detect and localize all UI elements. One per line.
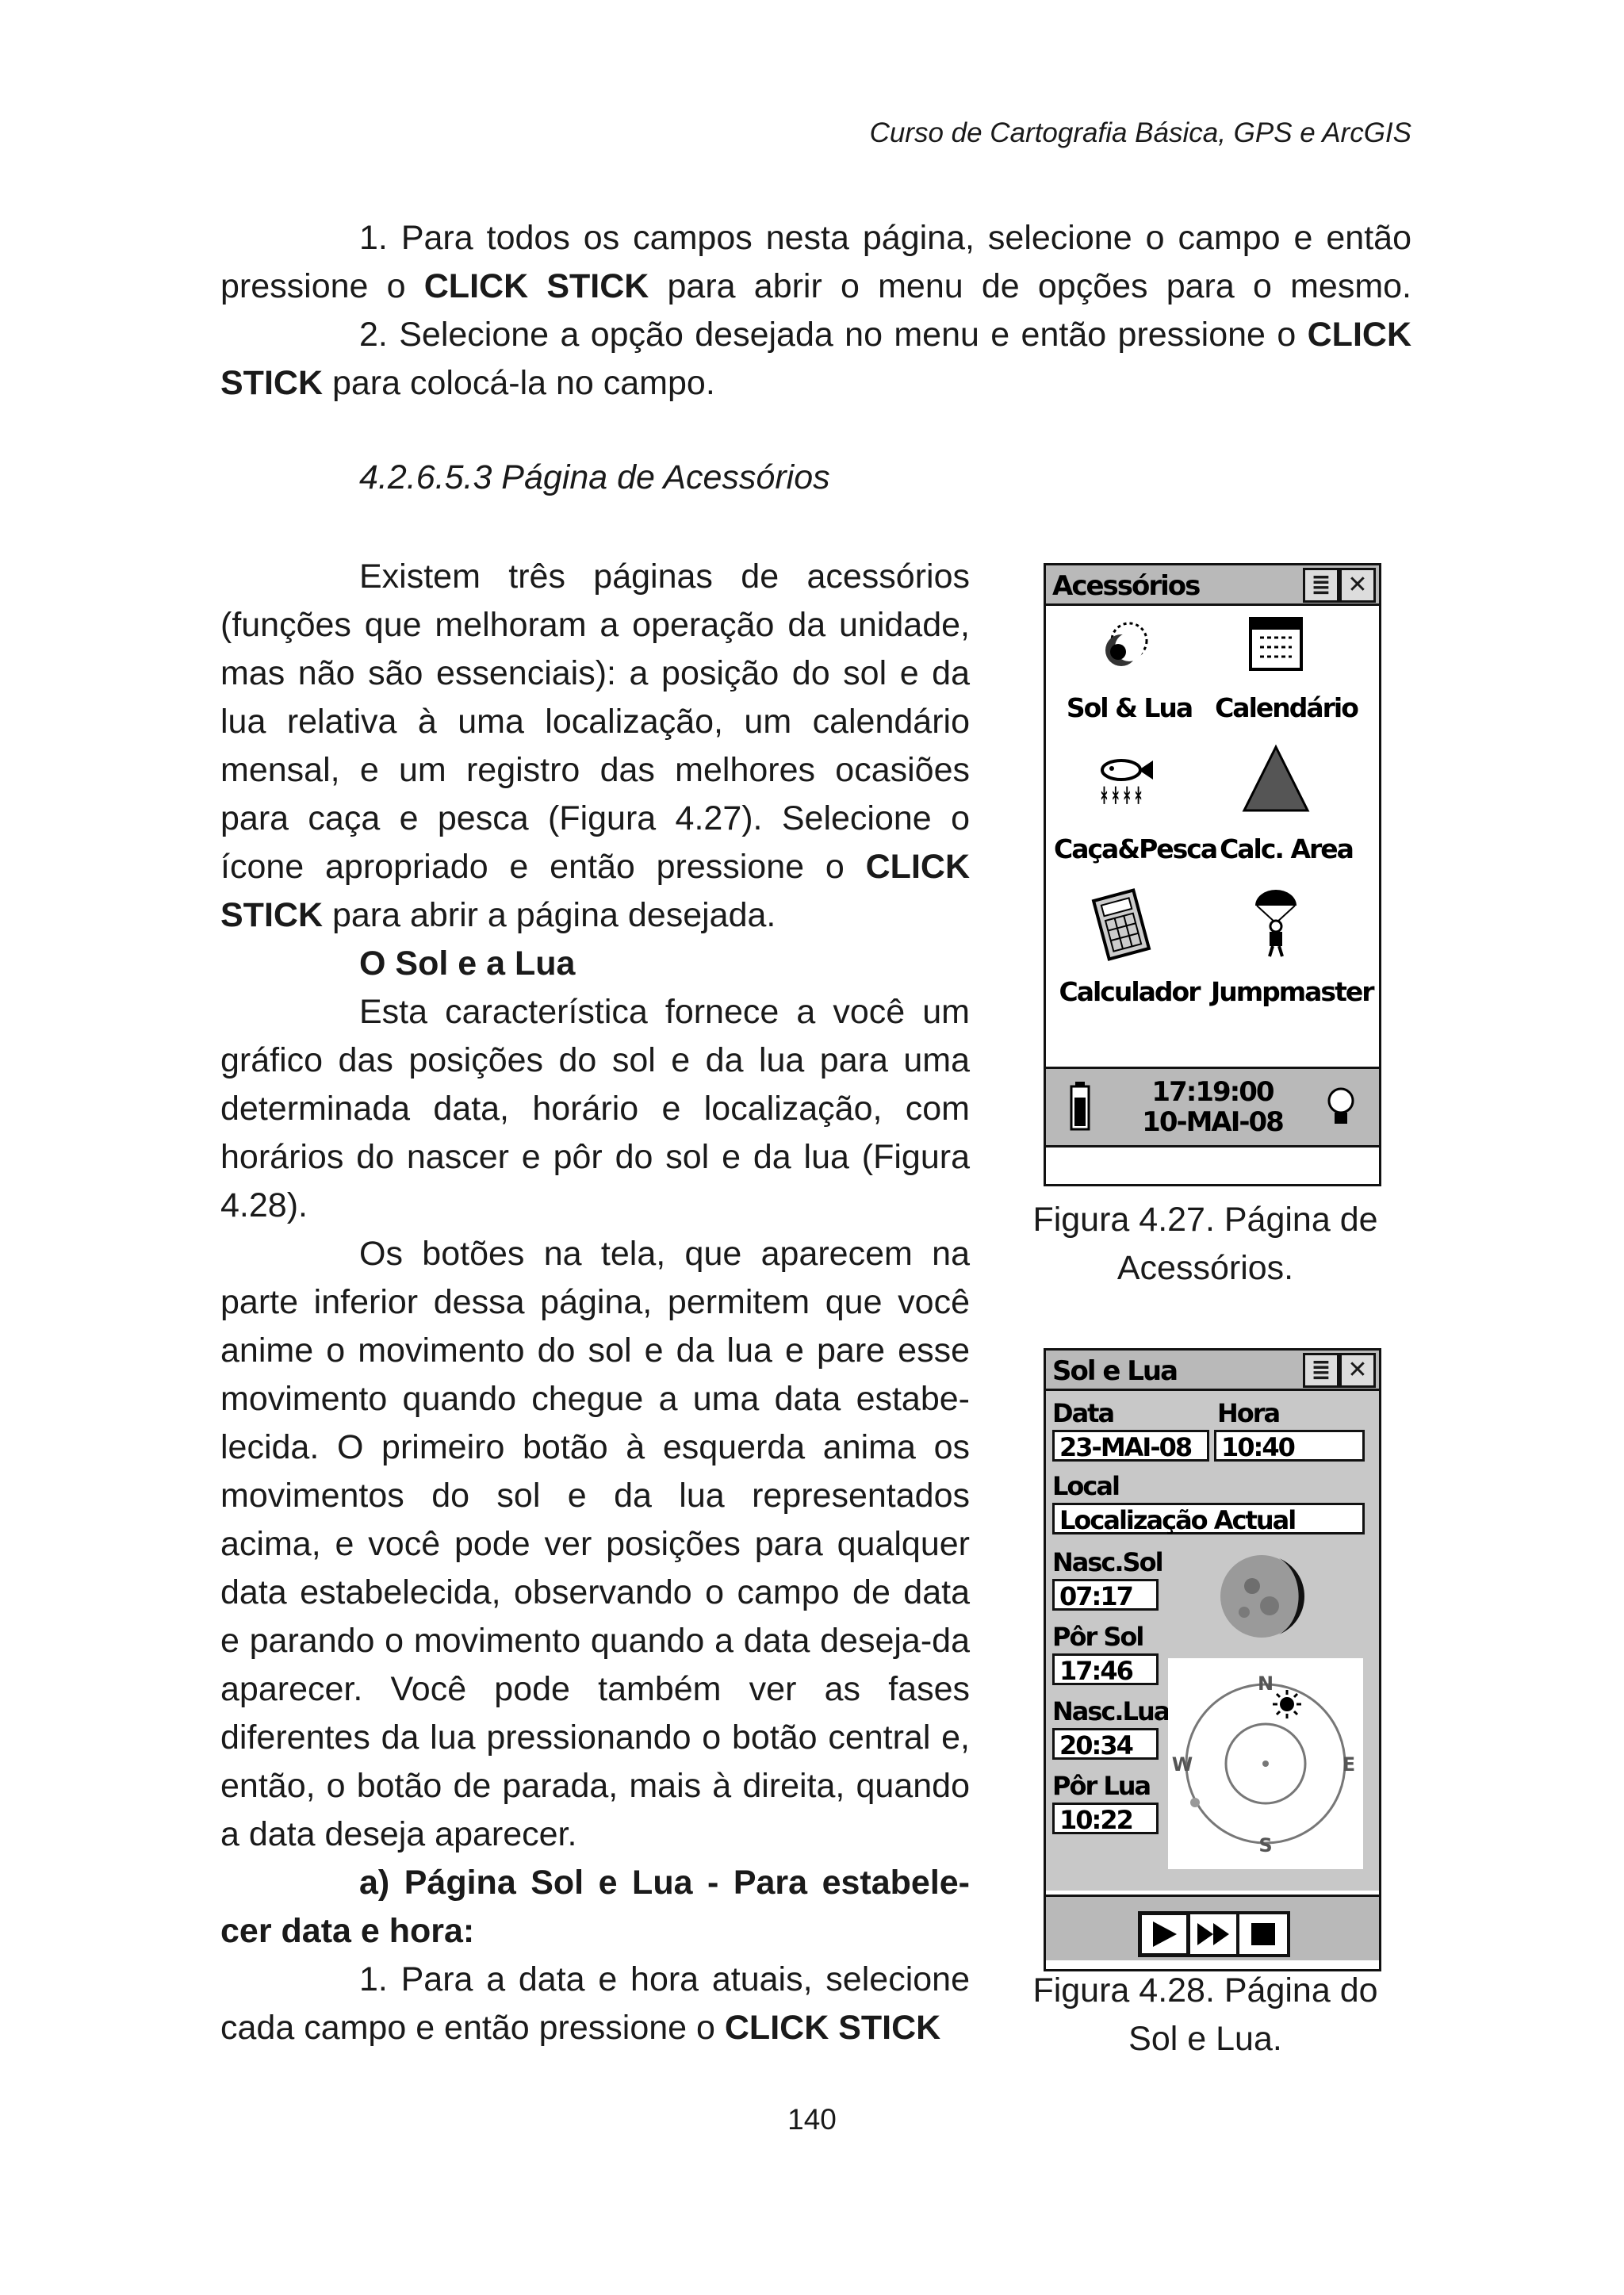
- paragraph-sol-lua: Esta característica fornece a você um gráfico das posições do sol e da lua para uma determinada data, horário e localização, com horários do nascer e pôr do sol e da lua (Figura 4.28).: [220, 993, 970, 1224]
- moon-position-icon: [1190, 1798, 1200, 1807]
- accessories-titlebar: [1046, 565, 1379, 606]
- calendar-icon: [1251, 619, 1301, 669]
- accessories-screen: [1044, 563, 1381, 1186]
- close-icon[interactable]: ✕: [1339, 568, 1376, 603]
- moonrise-label: Nasc.Lua: [1052, 1696, 1170, 1726]
- paragraph-step-1: 1. Para a data e hora atuais, selecione cada campo e então pressione o CLICK STICK: [220, 1960, 970, 2047]
- sunset-value: 17:46: [1052, 1653, 1159, 1685]
- compass-e: E: [1342, 1753, 1356, 1776]
- sun-icon: [1273, 1690, 1301, 1718]
- moonset-value: 10:22: [1052, 1803, 1159, 1834]
- sky-view-compass: [1168, 1658, 1363, 1869]
- animation-controls: [1046, 1895, 1379, 1960]
- icon-label-caca-pesca[interactable]: Caça&Pesca: [1054, 833, 1217, 864]
- location-field[interactable]: Localização Actual: [1052, 1503, 1365, 1534]
- sunrise-label: Nasc.Sol: [1052, 1547, 1162, 1577]
- icon-label-calendario[interactable]: Calendário: [1215, 692, 1358, 723]
- fast-forward-button[interactable]: [1189, 1914, 1237, 1955]
- intro-item-2: 2. Selecione a opção desejada no menu e então pressione o CLICK STICK para colocá-la no campo.: [220, 316, 1411, 402]
- status-clock: [1125, 1077, 1300, 1137]
- running-header: Curso de Cartografia Básica, GPS e ArcGIS: [869, 117, 1411, 148]
- screen-title: Acessórios: [1052, 570, 1200, 602]
- menu-icon[interactable]: ≣: [1303, 568, 1339, 603]
- triangle-icon: [1244, 747, 1308, 810]
- time-field[interactable]: 10:40: [1214, 1430, 1365, 1462]
- sunset-label: Pôr Sol: [1052, 1622, 1143, 1652]
- paragraph-buttons: Os botões na tela, que aparecem na parte inferior dessa página, permitem que você anime o movimento do sol e da lua e pare esse movimento quando chegue a uma data estabe-lecida. O primeiro botão à esquerda anima os movimentos do sol e da lua representados acima, e você pode ver posições para qualquer data estabelecida, observando o campo de data e parando o movimento quando a data deseja-da aparecer. Você pode também ver as fases diferentes da lua pressionando o botão central e, então, o botão de parada, mais à direita, quando a data deseja aparecer.: [220, 1235, 970, 1853]
- sun-moon-icon: [1105, 623, 1147, 666]
- local-label: Local: [1052, 1471, 1119, 1501]
- close-icon[interactable]: ✕: [1339, 1353, 1376, 1388]
- compass-n: N: [1257, 1672, 1274, 1695]
- sun-moon-screen: [1044, 1348, 1381, 1971]
- compass-w: W: [1171, 1753, 1193, 1776]
- page-number: 140: [787, 2103, 837, 2136]
- sun-moon-titlebar: [1046, 1351, 1379, 1391]
- paragraph-accessories: Existem três páginas de acessórios (funções que melhoram a operação da unidade, mas não são essenciais): a posição do sol e da lua relativa à uma localização, um calendário mensal, e um registro das melhores ocasiões para caça e pesca (Figura 4.27). Selecione o ícone apropriado e então pressione o CLICK STICK para abrir a página desejada.: [220, 557, 970, 934]
- subheading-sol-lua: O Sol e a Lua: [359, 944, 576, 983]
- status-bar: [1046, 1067, 1379, 1148]
- moonrise-value: 20:34: [1052, 1728, 1159, 1760]
- moonset-label: Pôr Lua: [1052, 1771, 1151, 1801]
- status-time: 17:19:00: [1151, 1076, 1274, 1108]
- icon-label-sol-lua[interactable]: Sol & Lua: [1066, 692, 1193, 723]
- sunrise-value: 07:17: [1052, 1579, 1159, 1611]
- calculator-icon: [1094, 891, 1149, 960]
- backlight-bulb-icon[interactable]: [1325, 1086, 1357, 1129]
- icon-label-jumpmaster[interactable]: Jumpmaster: [1211, 976, 1373, 1007]
- icon-label-calculador[interactable]: Calculador: [1059, 976, 1200, 1007]
- figure-caption-4-27: Figura 4.27. Página de Acessórios.: [1032, 1201, 1378, 1287]
- stop-button[interactable]: [1239, 1914, 1288, 1955]
- svg-text:ᚼᚼᚼᚼ: ᚼᚼᚼᚼ: [1098, 784, 1144, 807]
- subheading-set-date: a) Página Sol e Lua - Para estabele-cer data e hora:: [220, 1864, 970, 1950]
- status-date: 10-MAI-08: [1142, 1106, 1283, 1138]
- data-label: Data: [1052, 1398, 1114, 1428]
- screen-title: Sol e Lua: [1052, 1355, 1178, 1387]
- intro-item-1: 1. Para todos os campos nesta página, selecione o campo e então pressione o CLICK STICK para abrir o menu de opções para o mesmo.: [220, 219, 1411, 305]
- menu-icon[interactable]: ≣: [1303, 1353, 1339, 1388]
- figure-caption-4-28: Figura 4.28. Página do Sol e Lua.: [1032, 1971, 1378, 2058]
- play-button[interactable]: [1140, 1914, 1188, 1955]
- compass-s: S: [1258, 1834, 1273, 1856]
- parachute-icon: [1255, 890, 1297, 956]
- control-buttons: [1138, 1911, 1290, 1957]
- fish-icon: [1098, 761, 1153, 807]
- section-heading: 4.2.6.5.3 Página de Acessórios: [359, 458, 830, 496]
- date-field[interactable]: 23-MAI-08: [1052, 1430, 1209, 1462]
- icon-label-calc-area[interactable]: Calc. Area: [1220, 833, 1353, 864]
- battery-icon: [1070, 1082, 1090, 1131]
- hora-label: Hora: [1217, 1398, 1280, 1428]
- moon-phase-icon: [1212, 1550, 1316, 1646]
